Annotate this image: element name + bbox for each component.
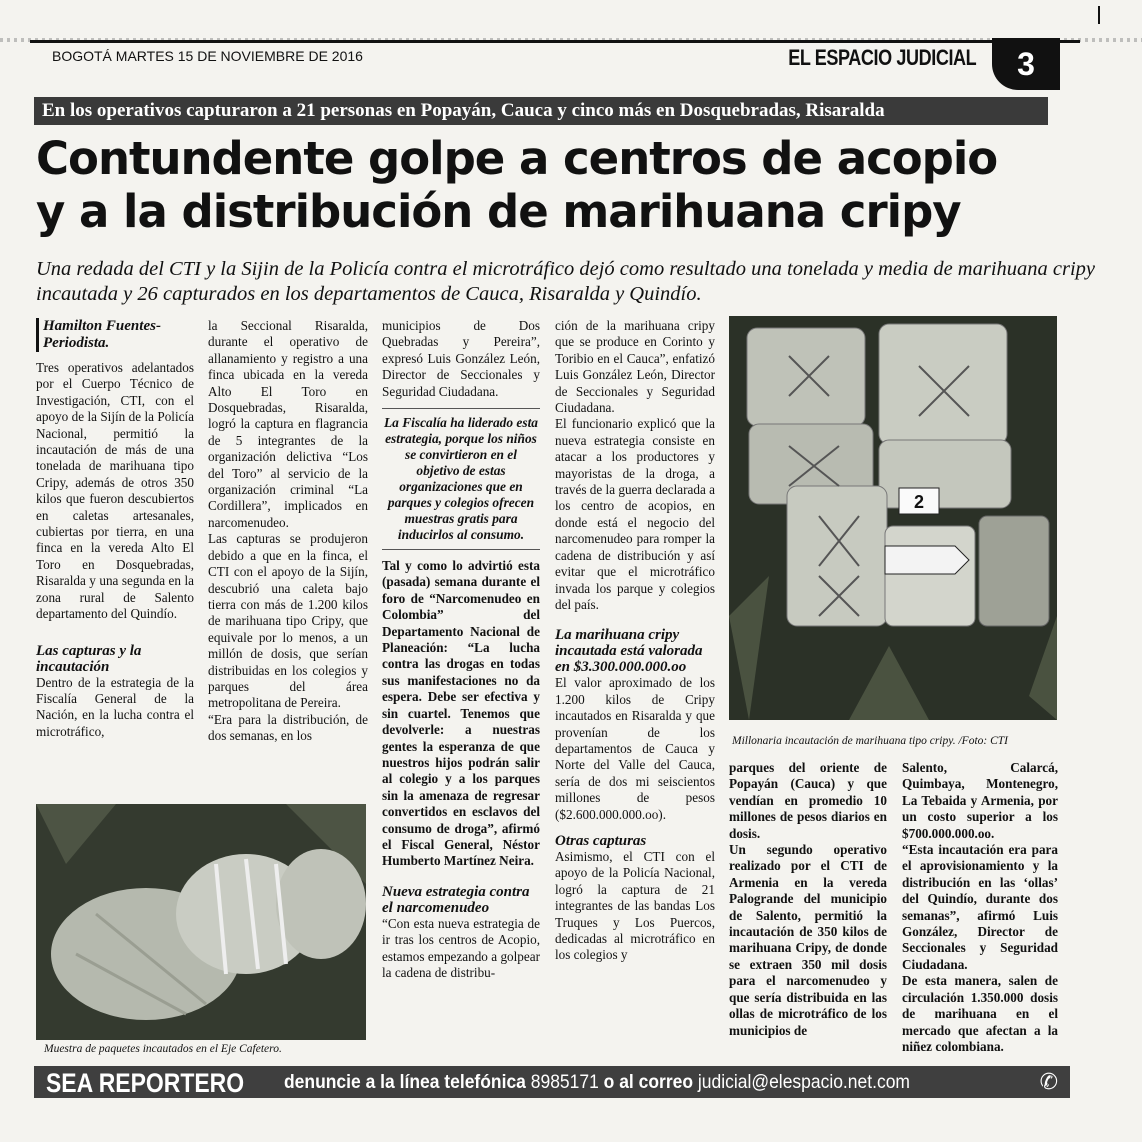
footer-contact	[284, 1072, 910, 1094]
paragraph: Asimismo, el CTI con el apoyo de la Policía Nacional, logró la captura de 21 integrantes de las bandas Los Truques y Los Puercos, dedicadas al microtráfico en los colegios y	[555, 848, 715, 963]
article-column-4	[555, 318, 715, 964]
header-rule	[30, 40, 1080, 43]
paragraph: Dentro de la estrategia de la Fiscalía General de la Nación, en la lucha contra el microtráfico,	[36, 674, 194, 739]
footer-text-2: o al correo	[603, 1072, 694, 1093]
issue-date: BOGOTÁ MARTES 15 DE NOVIEMBRE DE 2016	[52, 48, 363, 64]
paragraph: ción de la marihuana cripy que se produce en Corinto y Toribio en el Cauca”, enfatizó Luis González León, Director de Seccionales y Seguridad Ciudadana.	[555, 318, 715, 416]
evidence-marker-label: 2	[913, 492, 925, 512]
subheading: La marihuana cripy incautada está valorada en $3.300.000.000.oo	[555, 627, 703, 676]
paragraph: De esta manera, salen de circulación 1.350.000 dosis de marihuana en el mercado que afectan a la niñez colombiana.	[902, 973, 1058, 1054]
footer-text-1: denuncie a la línea telefónica	[284, 1072, 526, 1093]
footer-email: judicial@elespacio.net.com	[697, 1072, 910, 1093]
paragraph: “Con esta nueva estrategia de ir tras los centros de Acopio, estamos empezando a golpear la cadena de distribu-	[382, 915, 540, 980]
article-column-3	[382, 318, 540, 981]
article-column-2	[208, 318, 368, 745]
photo-caption-1: Millonaria incautación de marihuana tipo cripy. /Foto: CTI	[732, 735, 1008, 747]
paragraph: Un segundo operativo realizado por el CTI de Armenia en la vereda Palogrande del municipio de Salento, permitió la incautación de 350 kilos de marihuana Cripy, de donde se extraen 350 mil dosis para el narcomenudeo y que sería distribuida en las ollas de microtráfico de los municipios de	[729, 842, 887, 1038]
pull-quote: La Fiscalía ha liderado esta estrategia, porque los niños se convirtieron en el objetivo de estas organizaciones que en parques y colegios ofrecen muestras gratis para inducirlos al consumo.	[382, 408, 540, 550]
deck-summary: Una redada del CTI y la Sijin de la Policía contra el microtráfico dejó como resultado una tonelada y media de marihuana cripy incautada y 26 capturados en los departamentos de Cauca, Risaralda y Quindío.	[36, 258, 1096, 305]
subheading: Las capturas y la incautación	[36, 642, 142, 675]
paragraph: municipios de Dos Quebradas y Pereira”, expresó Luis González León, Director de Seccionales y Seguridad Ciudadana.	[382, 318, 540, 399]
headline	[36, 132, 1096, 238]
paragraph: la Seccional Risaralda, durante el operativo de allanamiento y registro a una finca ubicada en la vereda Alto El Toro en Dosquebradas, Risaralda, logró la captura en flagrancia de 5 integrantes de la organización delictiva “Los del Toro” al servicio de la organización criminal “La Cordillera”, implicados en narcomenudeo.	[208, 318, 368, 530]
paragraph: El valor aproximado de los 1.200 kilos de Cripy incautados en Risaralda y que provenían de los departamentos de Cauca y Norte del Valle del Cauca, sería de dos mi seiscientos millones de pesos ($2.600.000.000.oo).	[555, 675, 715, 822]
packages-photo-image	[36, 804, 366, 1040]
byline-name: Hamilton Fuentes-	[43, 318, 161, 334]
paragraph: “Esta incautación era para el aprovisionamiento y la distribución en las ‘ollas’ del Quindío, durante dos semanas”, afirmó Luis González, Director de Seccionales y Seguridad Ciudadana.	[902, 842, 1058, 972]
paragraph: Tal y como lo advirtió esta (pasada) semana durante el foro de “Narcomenudeo en Colombia” del Departamento Nacional de Planeación: “La lucha contra las drogas en todas sus manifestaciones no da espera. Debe ser efectiva y sin cuartel. Tenemos que devolverle: a nuestras gentes la esperanza de que nuestros hijos podrán salir al colegio y a los parques sin la amenaza de regresar convertidos en esclavos del consumo de droga”, afirmó el Fiscal General, Néstor Humberto Martínez Neira.	[382, 558, 540, 869]
page-edge-mark	[1098, 6, 1100, 24]
headline-line-1: Contundente golpe a centros de acopio	[36, 132, 998, 185]
footer-brand: SEA REPORTERO	[46, 1068, 245, 1098]
bold-paragraph-block	[382, 558, 540, 870]
photo-caption-2: Muestra de paquetes incautados en el Eje Cafetero.	[44, 1043, 282, 1055]
phone-icon: ✆	[1039, 1069, 1058, 1094]
paragraph: Salento, Calarcá, Quimbaya, Montenegro, La Tebaida y Armenia, por un costo superior a los $700.000.000.oo.	[902, 760, 1058, 841]
kicker-bar: En los operativos capturaron a 21 personas en Popayán, Cauca y cinco más en Dosquebradas, Risaralda	[34, 97, 1048, 125]
paragraph: parques del oriente de Popayán (Cauca) y que vendían en promedio 10 millones de pesos diarios en dosis.	[729, 760, 887, 841]
byline	[36, 318, 194, 352]
headline-line-2: y a la distribución de marihuana cripy	[36, 185, 961, 238]
footer-banner	[34, 1066, 1070, 1098]
seizure-photo	[729, 316, 1057, 720]
paragraph: Las capturas se produjeron debido a que en la finca, el CTI con el apoyo de la Sijín, descubrió una caleta bajo tierra con más de 1.200 kilos de marihuana tipo Cripy, que equivale por lo menos, a un millón de dosis, que serían distribuidas en los colegios y parques del área metropolitana de Pereira.	[208, 531, 368, 711]
article-column-6	[902, 760, 1058, 1055]
page-number: 3	[992, 38, 1060, 90]
paragraph: El funcionario explicó que la nueva estrategia consiste en atacar a los productores y mayoristas de la droga, a través de la guerra declarada a los centro de acopios, en donde está el negocio del narcomenudeo para romper la cadena de distribución y así evitar que el microtráfico invada los parque y colegios del país.	[555, 416, 715, 612]
byline-role: Periodista.	[43, 335, 110, 351]
footer-phone: 8985171	[530, 1072, 599, 1093]
section-title: EL ESPACIO JUDICIAL	[787, 45, 976, 70]
paragraph: Tres operativos adelantados por el Cuerpo Técnico de Investigación, CTI, con el apoyo de la Sijín de la Policía Nacional, permitió la incautación de más de una tonelada de marihuana tipo Cripy, además de otros 350 kilos que fueron descubiertos en caletas artesanales, cubiertas por tierra, en una finca en la vereda Alto El Toro en Dosquebradas, Risaralda y una segunda en la zona rural de Salento departamento del Quindío.	[36, 360, 194, 622]
seizure-photo-image	[729, 316, 1057, 720]
subheading: Nueva estrategia contra el narcomenudeo	[382, 883, 530, 916]
article-column-5	[729, 760, 887, 1039]
paragraph: “Era para la distribución, de dos semanas, en los	[208, 711, 368, 744]
packages-photo	[36, 804, 366, 1040]
article-column-1	[36, 318, 194, 740]
subheading: Otras capturas	[555, 832, 647, 849]
